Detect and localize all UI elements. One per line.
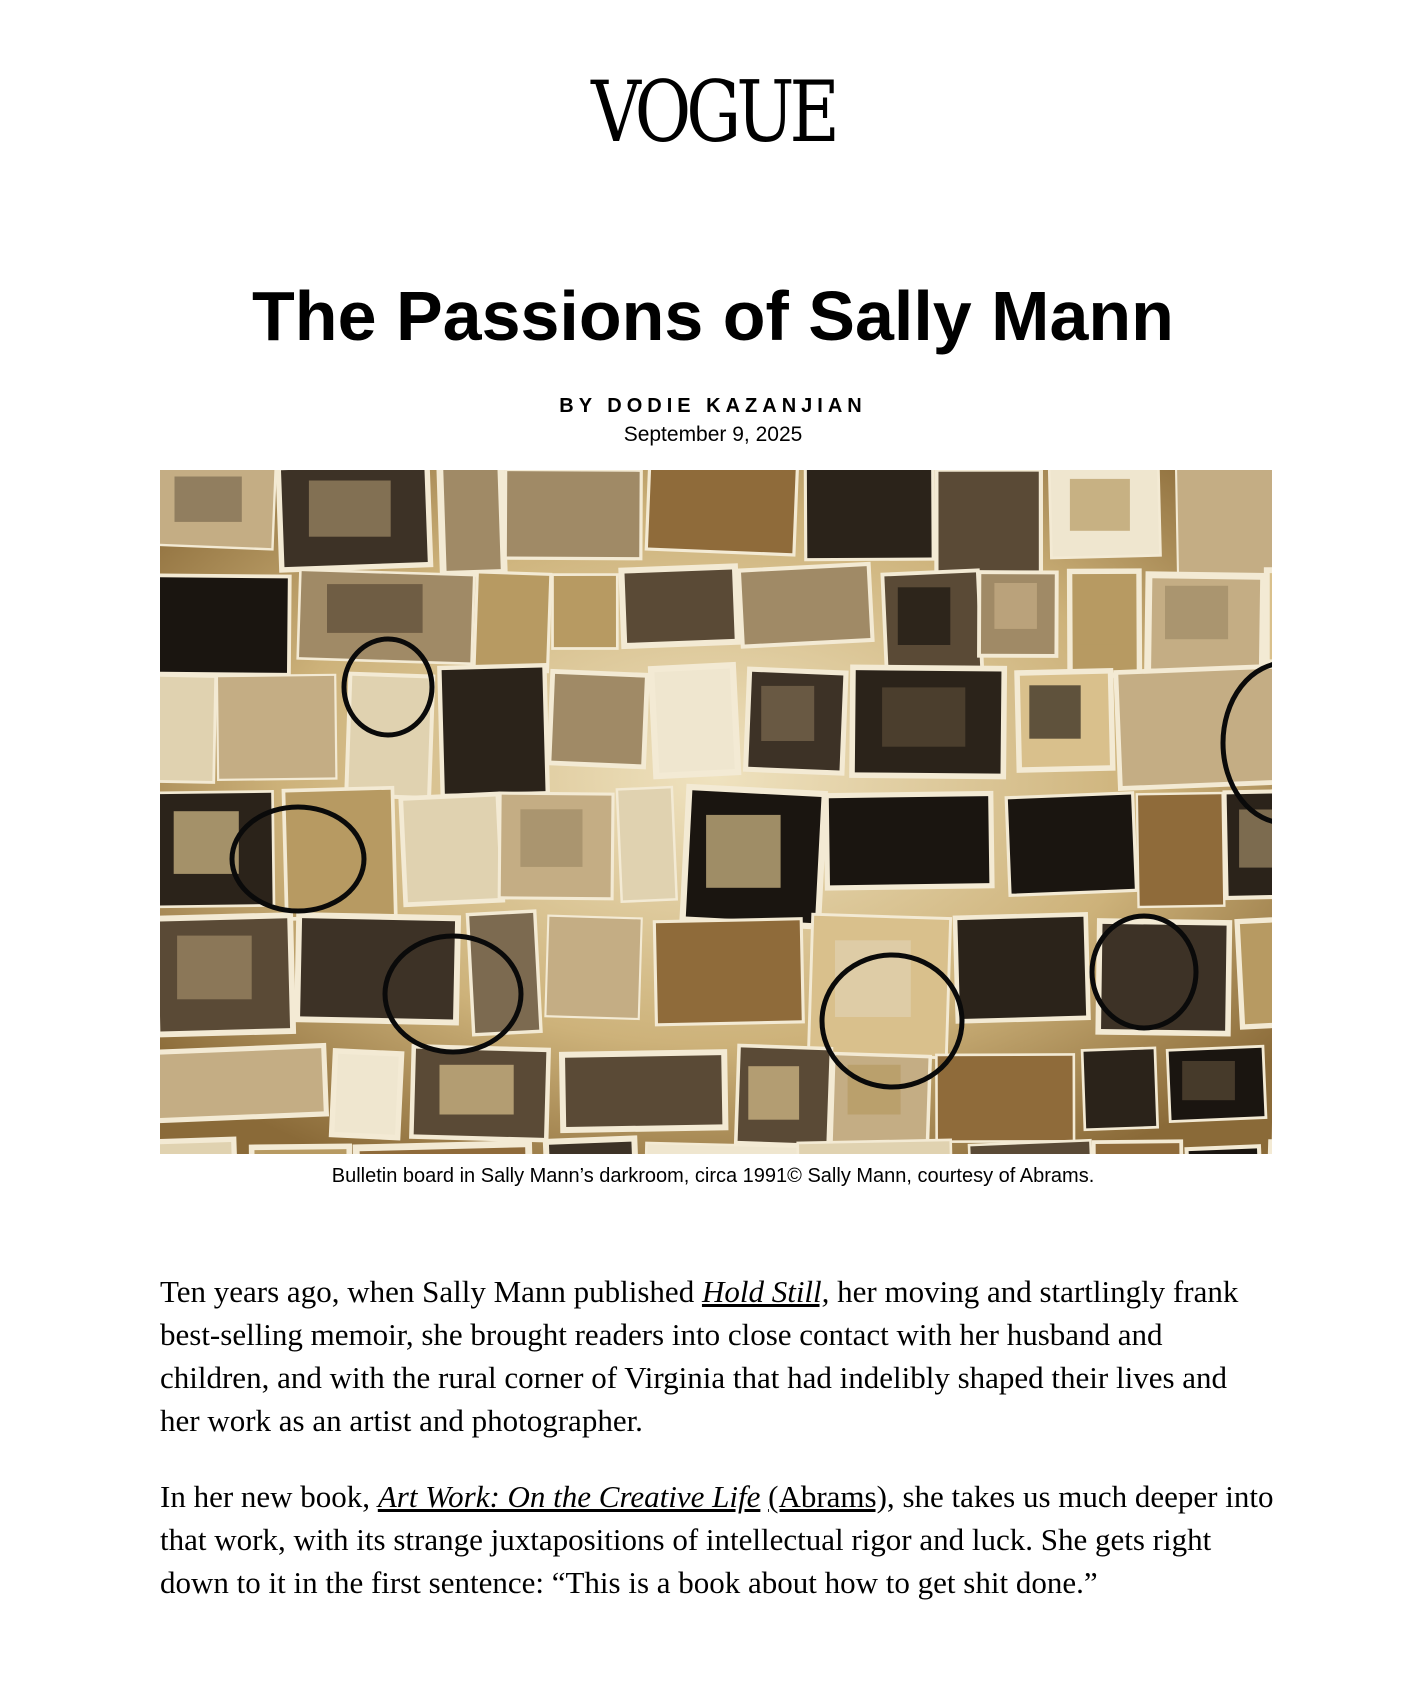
print	[654, 919, 803, 1025]
print	[617, 787, 677, 902]
print-detail	[1182, 1061, 1235, 1100]
paragraph-1-text-b: her moving and startlingly frank best-selling memoir, she brought readers into close contact with her husband and children, and with the rural corner of Virginia that had indelibly shaped their lives and her work as an artist and photographer.	[160, 1274, 1239, 1438]
print	[217, 675, 337, 780]
print	[651, 665, 738, 776]
print	[439, 665, 547, 796]
print	[440, 470, 505, 574]
print-detail	[520, 809, 582, 867]
abrams-link[interactable]: (Abrams),	[768, 1479, 895, 1514]
print	[955, 914, 1088, 1021]
print	[936, 470, 1041, 573]
print	[549, 671, 647, 766]
print	[467, 911, 541, 1035]
paragraph-2-text-b: she takes us much deeper into that work, with its strange juxtapositions of intellectual rigor and luck. She gets right down to it in the first sentence: “This is a book about how to get shit done.”	[160, 1479, 1274, 1600]
print-detail	[175, 477, 242, 522]
print	[401, 794, 503, 905]
print-detail	[177, 936, 252, 1000]
print	[646, 470, 797, 555]
print-detail	[848, 1065, 901, 1115]
paragraph-2	[160, 1475, 1274, 1604]
print	[252, 1146, 351, 1154]
print	[1082, 1048, 1158, 1130]
print	[1006, 793, 1136, 896]
print-detail	[882, 687, 965, 746]
print-detail	[327, 584, 423, 633]
print-detail	[994, 583, 1037, 629]
bulletin-board-photo	[160, 470, 1272, 1154]
print	[1267, 570, 1272, 662]
print	[332, 1051, 402, 1138]
print	[1137, 793, 1225, 907]
print	[621, 566, 737, 646]
print-detail	[706, 815, 781, 888]
print	[160, 1139, 237, 1154]
article-title: The Passions of Sally Mann	[252, 277, 1174, 355]
print-detail	[1165, 586, 1228, 639]
paragraph-2-text-a: In her new book,	[160, 1479, 378, 1514]
print-detail	[763, 582, 834, 624]
print	[546, 1138, 638, 1154]
print-detail	[174, 811, 239, 874]
print	[1269, 1142, 1272, 1154]
print	[1098, 921, 1229, 1034]
photo-collage-image	[160, 470, 1272, 1154]
print	[805, 470, 933, 560]
paragraph-1	[160, 1270, 1274, 1442]
print-detail	[1078, 587, 1116, 644]
print	[936, 1054, 1074, 1141]
print	[1116, 666, 1272, 789]
print	[160, 575, 290, 675]
print-detail	[835, 940, 911, 1017]
print	[1094, 1141, 1183, 1154]
print	[297, 915, 458, 1022]
print	[356, 1144, 530, 1154]
print-detail	[761, 686, 814, 741]
print-detail	[898, 587, 951, 645]
paragraph-1-text-a: Ten years ago, when Sally Mann published	[160, 1274, 702, 1309]
photo-caption: Bulletin board in Sally Mann’s darkroom, circa 1991© Sally Mann, courtesy of Abrams.	[331, 1165, 1095, 1187]
print	[826, 793, 992, 888]
print	[562, 1052, 725, 1130]
print	[505, 470, 641, 559]
print-detail	[1029, 685, 1080, 738]
print	[160, 1046, 326, 1121]
print	[1187, 1146, 1264, 1154]
print	[160, 675, 216, 782]
print-detail	[440, 1065, 514, 1115]
print	[1237, 918, 1272, 1027]
print	[474, 572, 551, 672]
print	[545, 916, 641, 1019]
print-detail	[1070, 479, 1130, 531]
print	[1176, 470, 1272, 578]
article-byline[interactable]: BY DODIE KAZANJIAN	[559, 395, 867, 417]
print	[552, 575, 617, 649]
hold-still-link[interactable]: Hold Still,	[701, 1274, 830, 1309]
print-detail	[309, 481, 391, 537]
article-date: September 9, 2025	[623, 423, 803, 446]
print	[798, 1140, 953, 1154]
vogue-logo[interactable]: VOGUE	[591, 63, 835, 161]
art-work-link[interactable]: Art Work: On the Creative Life	[377, 1479, 761, 1514]
print-detail	[748, 1066, 799, 1120]
